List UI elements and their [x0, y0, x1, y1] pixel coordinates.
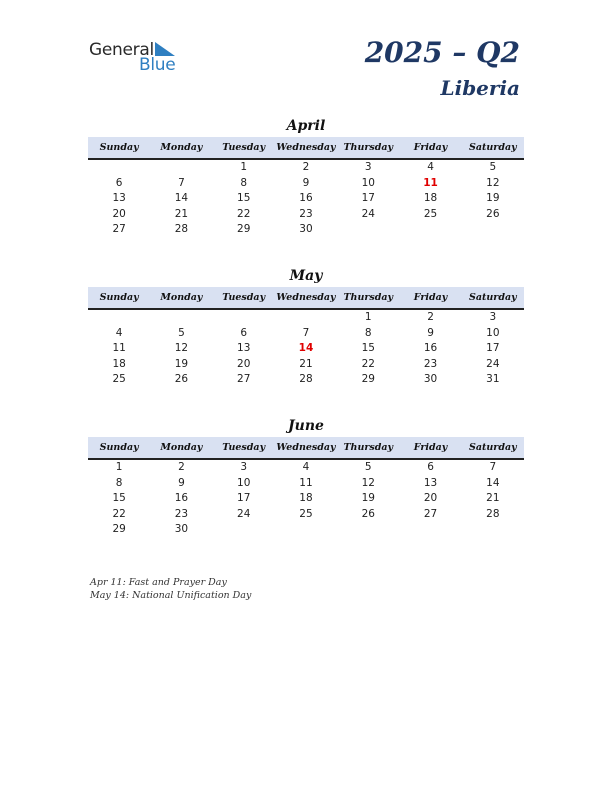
day-cell: 25 [299, 507, 313, 520]
day-cell: 9 [427, 326, 434, 339]
day-cell: 17 [237, 492, 251, 504]
day-cell: 20 [112, 207, 126, 220]
day-cell: 9 [178, 476, 185, 489]
weekday-header [88, 137, 524, 160]
day-cell: 1 [364, 311, 372, 323]
week-row [88, 372, 524, 388]
day-cell: 11 [423, 176, 438, 189]
day-cell [88, 160, 150, 176]
day-cell [337, 222, 399, 238]
day-cell: 27 [423, 507, 438, 520]
day-cell: 21 [174, 207, 189, 220]
day-cell: 28 [174, 223, 189, 235]
day-cell: 8 [240, 176, 248, 189]
day-cell [337, 522, 399, 538]
day-cell: 20 [237, 357, 251, 370]
week-row [88, 460, 524, 476]
weekday-label: Tuesday [222, 442, 266, 453]
day-cell: 7 [302, 326, 310, 339]
week-row [88, 476, 524, 492]
day-cell [275, 310, 337, 326]
week-row [88, 160, 524, 176]
day-cell: 15 [112, 492, 126, 504]
day-cell: 29 [237, 223, 251, 235]
month-name: May [289, 268, 323, 284]
weekday-label: Thursday [343, 292, 394, 303]
day-cell: 2 [302, 161, 310, 173]
day-cell [213, 522, 275, 538]
weekday-label: Monday [160, 142, 203, 153]
day-cell: 14 [174, 192, 189, 204]
day-cell: 26 [486, 207, 500, 220]
day-cell: 29 [361, 373, 375, 385]
day-cell: 30 [174, 523, 189, 535]
day-cell [150, 160, 212, 176]
weekday-label: Thursday [343, 442, 394, 453]
day-cell: 10 [237, 476, 251, 489]
day-cell: 11 [299, 476, 313, 489]
day-cell: 18 [423, 192, 438, 204]
day-cell: 6 [240, 326, 248, 339]
day-cell: 18 [112, 357, 126, 370]
day-cell: 28 [486, 507, 500, 520]
week-row [88, 207, 524, 223]
holiday-note: Apr 11: Fast and Prayer Day [90, 577, 227, 588]
day-cell [213, 310, 275, 326]
weekday-label: Sunday [99, 442, 139, 453]
weekday-label: Sunday [99, 142, 139, 153]
day-cell: 12 [174, 342, 189, 354]
logo [89, 40, 189, 76]
day-cell: 3 [240, 461, 248, 473]
logo-flag-icon [155, 42, 175, 56]
month-calendar [88, 416, 524, 538]
month-name: April [286, 118, 326, 134]
week-row [88, 522, 524, 538]
week-row [88, 507, 524, 523]
page-title: 2025 – Q2 [364, 36, 520, 69]
day-cell: 5 [178, 326, 185, 339]
day-cell: 19 [361, 492, 375, 504]
weekday-label: Wednesday [276, 442, 336, 453]
day-cell: 12 [486, 176, 500, 189]
day-cell: 16 [174, 492, 189, 504]
day-cell [399, 222, 461, 238]
day-cell: 15 [237, 192, 251, 204]
day-cell: 4 [302, 461, 310, 473]
day-cell [462, 222, 524, 238]
day-cell: 27 [112, 223, 126, 235]
day-cell: 12 [361, 476, 375, 489]
logo-general-text: General [89, 40, 154, 60]
day-cell: 6 [427, 461, 434, 473]
month-calendar [88, 116, 524, 238]
day-cell: 14 [486, 476, 500, 489]
weekday-label: Monday [160, 292, 203, 303]
day-cell [150, 310, 212, 326]
weekday-label: Tuesday [222, 142, 266, 153]
day-cell: 7 [489, 461, 497, 473]
day-cell: 17 [486, 342, 500, 354]
day-cell: 21 [299, 357, 313, 370]
day-cell: 23 [299, 207, 313, 220]
day-cell: 5 [364, 461, 372, 473]
week-row [88, 191, 524, 207]
day-cell: 3 [364, 161, 372, 173]
day-cell: 20 [423, 492, 438, 504]
day-cell: 28 [299, 373, 313, 385]
day-cell: 23 [174, 507, 189, 520]
day-cell: 26 [174, 373, 189, 385]
day-cell: 24 [237, 507, 251, 520]
logo-blue-text: Blue [139, 55, 176, 75]
day-cell: 25 [423, 207, 438, 220]
day-cell: 24 [486, 357, 500, 370]
day-cell: 8 [115, 476, 123, 489]
weekday-label: Friday [413, 142, 448, 153]
day-cell: 30 [299, 223, 313, 235]
day-cell: 6 [115, 176, 123, 189]
day-cell: 3 [489, 311, 497, 323]
country-subtitle: Liberia [440, 76, 520, 100]
day-cell: 8 [364, 326, 372, 339]
holiday-note: May 14: National Unification Day [90, 590, 252, 601]
weekday-label: Saturday [469, 142, 517, 153]
day-cell: 7 [178, 176, 185, 189]
weekday-header [88, 437, 524, 460]
week-row [88, 176, 524, 192]
day-cell: 21 [486, 492, 500, 504]
day-cell: 29 [112, 523, 126, 535]
holiday-notes [90, 576, 251, 602]
weekday-label: Wednesday [276, 292, 336, 303]
day-cell: 4 [427, 161, 434, 173]
day-cell: 30 [423, 373, 438, 385]
day-cell: 18 [299, 492, 313, 504]
week-row [88, 326, 524, 342]
day-cell: 1 [240, 161, 248, 173]
day-cell: 16 [299, 192, 313, 204]
weekday-label: Saturday [469, 442, 517, 453]
weekday-label: Sunday [99, 292, 139, 303]
week-row [88, 310, 524, 326]
weekday-label: Friday [413, 442, 448, 453]
day-cell: 31 [486, 373, 500, 385]
day-cell: 24 [361, 207, 375, 220]
day-cell: 10 [361, 176, 375, 189]
weekday-label: Wednesday [276, 142, 336, 153]
day-cell: 9 [302, 176, 310, 189]
month-calendar [88, 266, 524, 388]
day-cell: 16 [423, 342, 438, 354]
weekday-label: Tuesday [222, 292, 266, 303]
week-row [88, 491, 524, 507]
day-cell: 14 [298, 342, 314, 354]
day-cell [275, 522, 337, 538]
weekday-label: Thursday [343, 142, 394, 153]
day-cell: 22 [361, 357, 375, 370]
day-cell [88, 310, 150, 326]
day-cell: 19 [486, 192, 500, 204]
day-cell: 25 [112, 373, 126, 385]
day-cell [462, 522, 524, 538]
day-cell: 5 [489, 161, 497, 173]
day-cell: 23 [423, 357, 438, 370]
weekday-header [88, 287, 524, 310]
week-row [88, 341, 524, 357]
weekday-label: Saturday [469, 292, 517, 303]
month-name: June [288, 418, 324, 434]
day-cell: 10 [486, 326, 500, 339]
weekday-label: Monday [160, 442, 203, 453]
day-cell: 13 [423, 476, 438, 489]
day-cell: 2 [178, 461, 185, 473]
day-cell: 22 [112, 507, 126, 520]
day-cell: 15 [361, 342, 375, 354]
day-cell: 11 [112, 342, 126, 354]
weekday-label: Friday [413, 292, 448, 303]
day-cell: 13 [237, 342, 251, 354]
day-cell: 27 [237, 373, 251, 385]
week-row [88, 222, 524, 238]
day-cell [399, 522, 461, 538]
day-cell: 26 [361, 507, 375, 520]
day-cell: 17 [361, 192, 375, 204]
week-row [88, 357, 524, 373]
day-cell: 4 [115, 326, 123, 339]
day-cell: 22 [237, 207, 251, 220]
day-cell: 2 [427, 311, 434, 323]
day-cell: 1 [115, 461, 123, 473]
day-cell: 13 [112, 192, 126, 204]
day-cell: 19 [174, 357, 189, 370]
